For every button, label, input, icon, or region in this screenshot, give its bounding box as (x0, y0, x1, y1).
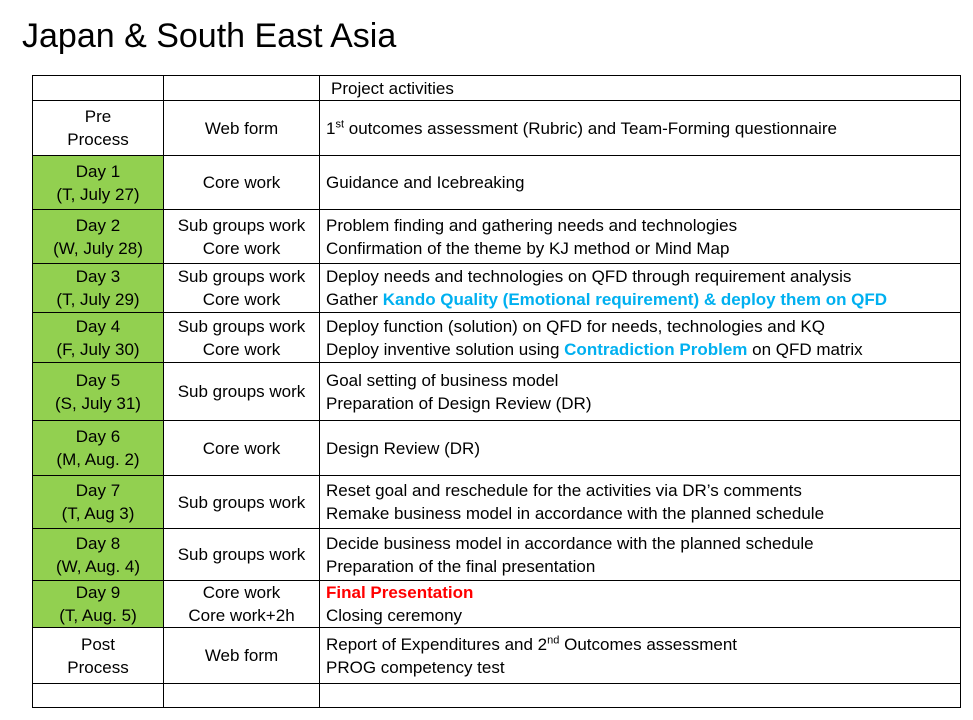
day-date: (M, Aug. 2) (56, 450, 140, 469)
work-type: Sub groups work (177, 382, 306, 401)
header-empty-cell (33, 76, 164, 101)
activity-line: Confirmation of the theme by KJ method or Mind Map (326, 238, 730, 258)
day-cell (33, 363, 164, 421)
work-type: Core work (202, 438, 281, 458)
work-cell (164, 264, 320, 313)
table-header-row (33, 76, 961, 101)
table-row (33, 264, 961, 313)
activity-cell (320, 313, 961, 363)
day-label: Day 4 (75, 316, 121, 336)
day-cell (33, 264, 164, 313)
work-type: Web form (204, 646, 279, 665)
header-activities: Project activities (320, 76, 961, 101)
activity-line: Preparation of the final presentation (326, 556, 596, 576)
day-cell (33, 628, 164, 684)
work-cell (164, 101, 320, 156)
work-cell (164, 476, 320, 529)
day-cell (33, 529, 164, 581)
day-date: (T, July 27) (56, 184, 140, 204)
activity-line: 1st outcomes assessment (Rubric) and Team-Forming questionnaire (326, 117, 837, 138)
table-row (33, 363, 961, 421)
day-label: Day 7 (75, 481, 121, 500)
activity-cell (320, 581, 961, 628)
activity-cell (320, 421, 961, 476)
activity-line: Design Review (DR) (326, 438, 480, 458)
table-row (33, 421, 961, 476)
table-row (33, 210, 961, 264)
day-label: Day 6 (75, 427, 121, 446)
work-type: Core work+2h (188, 606, 295, 625)
day-label: Day 5 (75, 370, 121, 390)
day-date: (F, July 30) (56, 339, 140, 359)
activity-line: Preparation of Design Review (DR) (326, 393, 592, 413)
table-row (33, 156, 961, 210)
activity-line: Report of Expenditures and 2nd Outcomes assessment (326, 633, 738, 654)
day-date: (T, July 29) (56, 290, 140, 309)
day-label: Day 9 (75, 583, 121, 602)
day-cell (33, 581, 164, 628)
table-row (33, 476, 961, 529)
day-label: Post (80, 634, 116, 654)
day-date: Process (67, 657, 129, 677)
day-date: (W, Aug. 4) (55, 556, 141, 576)
work-type: Core work (202, 290, 281, 309)
activity-cell (320, 476, 961, 529)
table-row (33, 529, 961, 581)
activity-line: Guidance and Icebreaking (326, 173, 525, 192)
activity-line: Remake business model in accordance with the planned schedule (326, 504, 825, 523)
kando-quality-highlight: Kando Quality (Emotional requirement) & deploy them on QFD (382, 290, 888, 309)
work-cell (164, 529, 320, 581)
table-row (33, 101, 961, 156)
activity-line: Problem finding and gathering needs and technologies (326, 215, 738, 235)
final-presentation-highlight: Final Presentation (326, 583, 474, 602)
activity-line: Deploy needs and technologies on QFD through requirement analysis (326, 267, 852, 286)
work-cell (164, 581, 320, 628)
day-date: Process (67, 130, 129, 149)
work-type: Sub groups work (177, 215, 306, 235)
schedule-table (32, 75, 961, 708)
empty-cell (164, 684, 320, 708)
header-empty-cell (164, 76, 320, 101)
day-cell (33, 313, 164, 363)
day-label: Pre (84, 107, 112, 126)
activity-cell (320, 529, 961, 581)
activity-line: Deploy function (solution) on QFD for needs, technologies and KQ (326, 316, 825, 336)
work-type: Core work (202, 339, 281, 359)
activity-cell (320, 156, 961, 210)
activity-line: Closing ceremony (326, 606, 463, 625)
work-type: Sub groups work (177, 545, 306, 564)
contradiction-problem-highlight: Contradiction Problem (564, 339, 748, 359)
day-cell (33, 476, 164, 529)
table-row (33, 313, 961, 363)
activity-line: Goal setting of business model (326, 370, 559, 390)
day-cell (33, 210, 164, 264)
day-label: Day 3 (75, 267, 121, 286)
activity-cell (320, 210, 961, 264)
activity-cell (320, 363, 961, 421)
day-date: (W, July 28) (53, 238, 143, 258)
day-label: Day 2 (75, 215, 121, 235)
empty-cell (33, 684, 164, 708)
work-cell (164, 363, 320, 421)
activity-line: Reset goal and reschedule for the activities via DR’s comments (326, 481, 802, 500)
day-label: Day 1 (75, 161, 121, 181)
work-cell (164, 313, 320, 363)
work-type: Sub groups work (177, 316, 306, 336)
work-cell (164, 210, 320, 264)
work-type: Core work (202, 173, 281, 192)
table-row (33, 581, 961, 628)
activity-line: Gather Kando Quality (Emotional requirement) & deploy them on QFD (326, 290, 888, 309)
work-type: Core work (202, 583, 281, 602)
work-type: Web form (204, 118, 279, 138)
work-type: Sub groups work (177, 267, 306, 286)
work-type: Core work (202, 238, 281, 258)
activity-cell (320, 628, 961, 684)
day-label: Day 8 (75, 533, 121, 553)
day-date: (S, July 31) (55, 393, 141, 413)
activity-line: Decide business model in accordance with the planned schedule (326, 533, 814, 553)
work-cell (164, 628, 320, 684)
work-cell (164, 421, 320, 476)
activity-line: PROG competency test (326, 657, 505, 677)
table-row-empty (33, 684, 961, 708)
day-cell (33, 101, 164, 156)
activity-cell (320, 101, 961, 156)
empty-cell (320, 684, 961, 708)
day-cell (33, 156, 164, 210)
activity-line: Deploy inventive solution using Contradiction Problem on QFD matrix (326, 339, 863, 359)
day-date: (T, Aug. 5) (59, 606, 137, 625)
work-cell (164, 156, 320, 210)
day-cell (33, 421, 164, 476)
day-date: (T, Aug 3) (61, 504, 135, 523)
page-title: Japan & South East Asia (22, 17, 397, 55)
activity-cell (320, 264, 961, 313)
table-row (33, 628, 961, 684)
work-type: Sub groups work (177, 492, 306, 512)
